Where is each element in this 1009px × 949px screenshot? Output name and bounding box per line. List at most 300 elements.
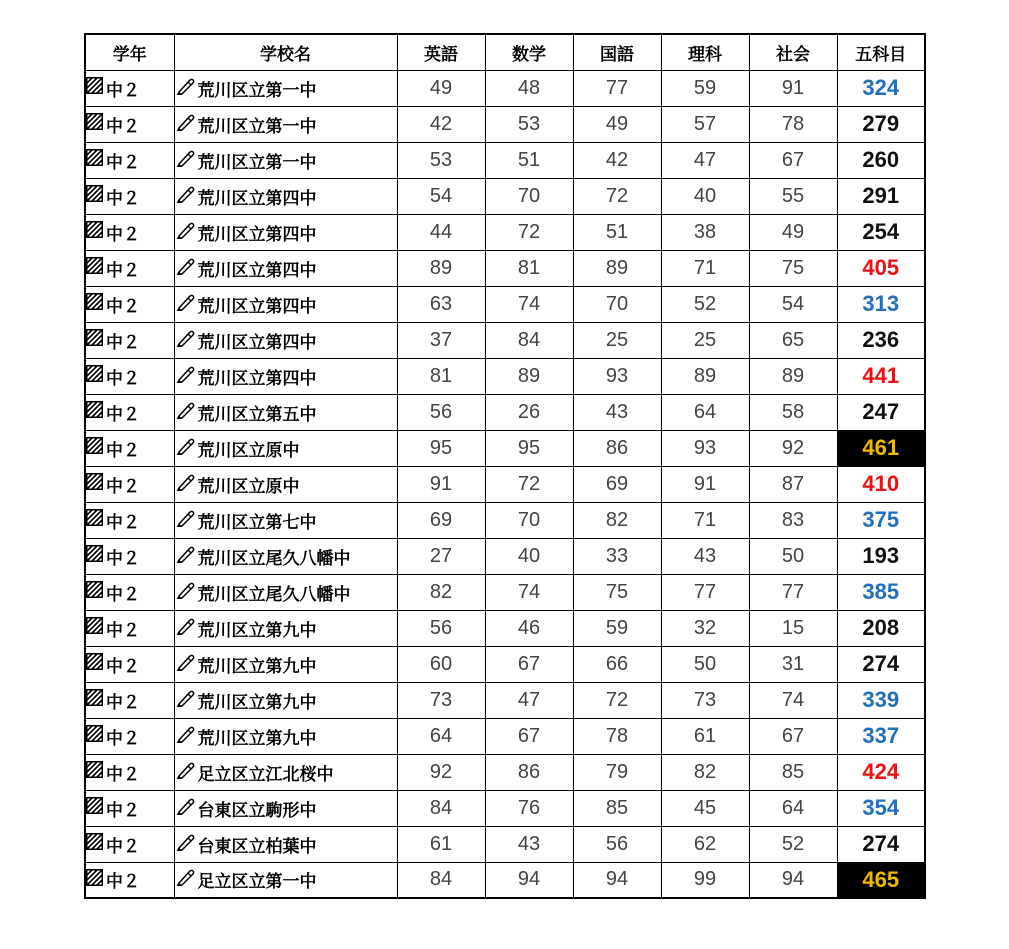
school-cell bbox=[174, 250, 397, 286]
score-social: 55 bbox=[749, 178, 837, 214]
total-score: 385 bbox=[837, 574, 925, 610]
hatched-square-icon bbox=[86, 581, 103, 603]
score-social: 67 bbox=[749, 142, 837, 178]
pen-icon bbox=[175, 509, 195, 532]
grade-cell bbox=[85, 862, 174, 898]
total-score: 260 bbox=[837, 142, 925, 178]
grade-label: 中２ bbox=[106, 692, 140, 713]
grade-cell bbox=[85, 574, 174, 610]
score-math: 81 bbox=[485, 250, 573, 286]
grade-label: 中２ bbox=[106, 368, 140, 389]
school-cell bbox=[174, 466, 397, 502]
grade-label: 中２ bbox=[106, 836, 140, 857]
score-japanese: 49 bbox=[573, 106, 661, 142]
school-name: 荒川区立第九中 bbox=[197, 620, 317, 641]
grade-label: 中２ bbox=[106, 152, 140, 173]
grade-label: 中２ bbox=[106, 476, 140, 497]
score-japanese: 77 bbox=[573, 70, 661, 106]
grade-label: 中２ bbox=[106, 404, 140, 425]
hatched-square-icon bbox=[86, 365, 103, 387]
school-name: 荒川区立第一中 bbox=[197, 116, 317, 137]
score-japanese: 79 bbox=[573, 754, 661, 790]
total-score: 339 bbox=[837, 682, 925, 718]
score-math: 51 bbox=[485, 142, 573, 178]
score-science: 43 bbox=[661, 538, 749, 574]
score-math: 89 bbox=[485, 358, 573, 394]
school-name: 荒川区立第四中 bbox=[197, 296, 317, 317]
score-social: 83 bbox=[749, 502, 837, 538]
pen-icon bbox=[175, 545, 195, 568]
score-japanese: 85 bbox=[573, 790, 661, 826]
hatched-square-icon bbox=[86, 869, 103, 891]
score-social: 78 bbox=[749, 106, 837, 142]
score-science: 40 bbox=[661, 178, 749, 214]
score-science: 82 bbox=[661, 754, 749, 790]
pen-icon bbox=[175, 653, 195, 676]
score-japanese: 56 bbox=[573, 826, 661, 862]
school-name: 足立区立江北桜中 bbox=[197, 764, 334, 785]
score-science: 91 bbox=[661, 466, 749, 502]
score-social: 74 bbox=[749, 682, 837, 718]
pen-icon bbox=[175, 113, 195, 136]
pen-icon bbox=[175, 365, 195, 388]
total-score: 193 bbox=[837, 538, 925, 574]
grade-label: 中２ bbox=[106, 260, 140, 281]
header-math: 数学 bbox=[485, 34, 573, 70]
score-english: 44 bbox=[397, 214, 485, 250]
school-name: 荒川区立第九中 bbox=[197, 656, 317, 677]
score-japanese: 59 bbox=[573, 610, 661, 646]
school-cell bbox=[174, 718, 397, 754]
hatched-square-icon bbox=[86, 617, 103, 639]
score-social: 77 bbox=[749, 574, 837, 610]
score-english: 84 bbox=[397, 862, 485, 898]
table-row bbox=[85, 286, 925, 322]
pen-icon bbox=[175, 221, 195, 244]
score-social: 65 bbox=[749, 322, 837, 358]
grade-cell bbox=[85, 322, 174, 358]
school-cell bbox=[174, 754, 397, 790]
school-name: 荒川区立第九中 bbox=[197, 728, 317, 749]
hatched-square-icon bbox=[86, 689, 103, 711]
score-english: 61 bbox=[397, 826, 485, 862]
school-cell bbox=[174, 574, 397, 610]
school-cell bbox=[174, 106, 397, 142]
table-row bbox=[85, 214, 925, 250]
score-english: 56 bbox=[397, 394, 485, 430]
pen-icon bbox=[175, 617, 195, 640]
school-name: 荒川区立尾久八幡中 bbox=[197, 584, 351, 605]
score-science: 32 bbox=[661, 610, 749, 646]
grade-cell bbox=[85, 538, 174, 574]
total-score: 461 bbox=[837, 430, 925, 466]
school-cell bbox=[174, 862, 397, 898]
table-row bbox=[85, 646, 925, 682]
score-math: 67 bbox=[485, 718, 573, 754]
score-english: 81 bbox=[397, 358, 485, 394]
score-japanese: 33 bbox=[573, 538, 661, 574]
school-name: 荒川区立原中 bbox=[197, 440, 300, 461]
total-score: 274 bbox=[837, 826, 925, 862]
score-science: 99 bbox=[661, 862, 749, 898]
table-row bbox=[85, 862, 925, 898]
score-science: 93 bbox=[661, 430, 749, 466]
total-score: 279 bbox=[837, 106, 925, 142]
total-score: 354 bbox=[837, 790, 925, 826]
total-score: 291 bbox=[837, 178, 925, 214]
grade-cell bbox=[85, 718, 174, 754]
total-score: 441 bbox=[837, 358, 925, 394]
school-cell bbox=[174, 430, 397, 466]
table-row bbox=[85, 502, 925, 538]
header-total: 五科目 bbox=[837, 34, 925, 70]
score-social: 54 bbox=[749, 286, 837, 322]
table-row bbox=[85, 394, 925, 430]
grade-cell bbox=[85, 286, 174, 322]
school-cell bbox=[174, 826, 397, 862]
score-english: 63 bbox=[397, 286, 485, 322]
school-name: 荒川区立第四中 bbox=[197, 224, 317, 245]
school-cell bbox=[174, 790, 397, 826]
score-english: 53 bbox=[397, 142, 485, 178]
grade-cell bbox=[85, 610, 174, 646]
pen-icon bbox=[175, 725, 195, 748]
table-row bbox=[85, 358, 925, 394]
school-name: 荒川区立第一中 bbox=[197, 80, 317, 101]
score-social: 94 bbox=[749, 862, 837, 898]
score-social: 85 bbox=[749, 754, 837, 790]
header-japanese: 国語 bbox=[573, 34, 661, 70]
score-science: 57 bbox=[661, 106, 749, 142]
score-english: 73 bbox=[397, 682, 485, 718]
score-science: 61 bbox=[661, 718, 749, 754]
grade-cell bbox=[85, 430, 174, 466]
table-row bbox=[85, 610, 925, 646]
total-score: 405 bbox=[837, 250, 925, 286]
score-science: 25 bbox=[661, 322, 749, 358]
grade-cell bbox=[85, 106, 174, 142]
header-school: 学校名 bbox=[174, 34, 397, 70]
score-english: 42 bbox=[397, 106, 485, 142]
grade-cell bbox=[85, 682, 174, 718]
header-grade: 学年 bbox=[85, 34, 174, 70]
school-cell bbox=[174, 682, 397, 718]
hatched-square-icon bbox=[86, 113, 103, 135]
pen-icon bbox=[175, 257, 195, 280]
school-cell bbox=[174, 142, 397, 178]
hatched-square-icon bbox=[86, 833, 103, 855]
pen-icon bbox=[175, 329, 195, 352]
table-row bbox=[85, 574, 925, 610]
score-social: 87 bbox=[749, 466, 837, 502]
score-japanese: 86 bbox=[573, 430, 661, 466]
grade-cell bbox=[85, 250, 174, 286]
hatched-square-icon bbox=[86, 329, 103, 351]
total-score: 254 bbox=[837, 214, 925, 250]
school-cell bbox=[174, 286, 397, 322]
score-japanese: 51 bbox=[573, 214, 661, 250]
pen-icon bbox=[175, 293, 195, 316]
score-japanese: 69 bbox=[573, 466, 661, 502]
score-table bbox=[84, 33, 926, 899]
score-english: 69 bbox=[397, 502, 485, 538]
score-japanese: 43 bbox=[573, 394, 661, 430]
table-row bbox=[85, 826, 925, 862]
score-math: 70 bbox=[485, 502, 573, 538]
hatched-square-icon bbox=[86, 437, 103, 459]
school-cell bbox=[174, 502, 397, 538]
pen-icon bbox=[175, 473, 195, 496]
school-cell bbox=[174, 646, 397, 682]
school-name: 足立区立第一中 bbox=[197, 872, 317, 893]
grade-cell bbox=[85, 358, 174, 394]
score-math: 74 bbox=[485, 286, 573, 322]
school-name: 荒川区立第一中 bbox=[197, 152, 317, 173]
score-math: 40 bbox=[485, 538, 573, 574]
score-math: 47 bbox=[485, 682, 573, 718]
grade-cell bbox=[85, 142, 174, 178]
score-english: 54 bbox=[397, 178, 485, 214]
school-cell bbox=[174, 610, 397, 646]
score-science: 64 bbox=[661, 394, 749, 430]
table-row bbox=[85, 70, 925, 106]
score-math: 48 bbox=[485, 70, 573, 106]
grade-label: 中２ bbox=[106, 224, 140, 245]
school-name: 荒川区立第九中 bbox=[197, 692, 317, 713]
table-row bbox=[85, 538, 925, 574]
header-science: 理科 bbox=[661, 34, 749, 70]
grade-cell bbox=[85, 790, 174, 826]
header-social: 社会 bbox=[749, 34, 837, 70]
grade-cell bbox=[85, 826, 174, 862]
pen-icon bbox=[175, 797, 195, 820]
total-score: 313 bbox=[837, 286, 925, 322]
header-english: 英語 bbox=[397, 34, 485, 70]
score-math: 72 bbox=[485, 214, 573, 250]
hatched-square-icon bbox=[86, 509, 103, 531]
score-math: 94 bbox=[485, 862, 573, 898]
score-math: 46 bbox=[485, 610, 573, 646]
score-japanese: 70 bbox=[573, 286, 661, 322]
grade-label: 中２ bbox=[106, 800, 140, 821]
total-score: 208 bbox=[837, 610, 925, 646]
score-science: 52 bbox=[661, 286, 749, 322]
score-english: 91 bbox=[397, 466, 485, 502]
school-name: 荒川区立第五中 bbox=[197, 404, 317, 425]
score-math: 95 bbox=[485, 430, 573, 466]
grade-label: 中２ bbox=[106, 188, 140, 209]
pen-icon bbox=[175, 149, 195, 172]
grade-label: 中２ bbox=[106, 872, 140, 893]
score-japanese: 82 bbox=[573, 502, 661, 538]
table-row bbox=[85, 178, 925, 214]
hatched-square-icon bbox=[86, 221, 103, 243]
hatched-square-icon bbox=[86, 761, 103, 783]
score-science: 77 bbox=[661, 574, 749, 610]
total-score: 465 bbox=[837, 862, 925, 898]
score-social: 50 bbox=[749, 538, 837, 574]
score-math: 67 bbox=[485, 646, 573, 682]
school-name: 台東区立駒形中 bbox=[197, 800, 317, 821]
grade-label: 中２ bbox=[106, 512, 140, 533]
hatched-square-icon bbox=[86, 473, 103, 495]
school-cell bbox=[174, 214, 397, 250]
score-math: 53 bbox=[485, 106, 573, 142]
school-cell bbox=[174, 538, 397, 574]
grade-label: 中２ bbox=[106, 764, 140, 785]
table-row bbox=[85, 106, 925, 142]
pen-icon bbox=[175, 401, 195, 424]
header-row bbox=[85, 34, 925, 70]
score-science: 62 bbox=[661, 826, 749, 862]
score-japanese: 94 bbox=[573, 862, 661, 898]
grade-label: 中２ bbox=[106, 80, 140, 101]
total-score: 410 bbox=[837, 466, 925, 502]
grade-cell bbox=[85, 466, 174, 502]
table-row bbox=[85, 322, 925, 358]
grade-label: 中２ bbox=[106, 548, 140, 569]
total-score: 236 bbox=[837, 322, 925, 358]
score-japanese: 66 bbox=[573, 646, 661, 682]
score-science: 45 bbox=[661, 790, 749, 826]
score-math: 74 bbox=[485, 574, 573, 610]
hatched-square-icon bbox=[86, 401, 103, 423]
school-name: 荒川区立第七中 bbox=[197, 512, 317, 533]
table-row bbox=[85, 754, 925, 790]
total-score: 375 bbox=[837, 502, 925, 538]
score-math: 84 bbox=[485, 322, 573, 358]
score-science: 47 bbox=[661, 142, 749, 178]
score-japanese: 42 bbox=[573, 142, 661, 178]
grade-label: 中２ bbox=[106, 620, 140, 641]
school-name: 荒川区立第四中 bbox=[197, 260, 317, 281]
table-row bbox=[85, 790, 925, 826]
score-science: 38 bbox=[661, 214, 749, 250]
score-english: 56 bbox=[397, 610, 485, 646]
grade-label: 中２ bbox=[106, 584, 140, 605]
pen-icon bbox=[175, 185, 195, 208]
total-score: 337 bbox=[837, 718, 925, 754]
score-japanese: 89 bbox=[573, 250, 661, 286]
school-cell bbox=[174, 394, 397, 430]
score-english: 60 bbox=[397, 646, 485, 682]
score-japanese: 93 bbox=[573, 358, 661, 394]
table-row bbox=[85, 142, 925, 178]
score-social: 15 bbox=[749, 610, 837, 646]
score-japanese: 72 bbox=[573, 178, 661, 214]
pen-icon bbox=[175, 581, 195, 604]
pen-icon bbox=[175, 761, 195, 784]
hatched-square-icon bbox=[86, 77, 103, 99]
pen-icon bbox=[175, 868, 195, 891]
score-social: 31 bbox=[749, 646, 837, 682]
score-english: 95 bbox=[397, 430, 485, 466]
score-science: 50 bbox=[661, 646, 749, 682]
table-row bbox=[85, 682, 925, 718]
total-score: 324 bbox=[837, 70, 925, 106]
school-name: 荒川区立第四中 bbox=[197, 368, 317, 389]
score-science: 71 bbox=[661, 250, 749, 286]
grade-label: 中２ bbox=[106, 656, 140, 677]
hatched-square-icon bbox=[86, 149, 103, 171]
grade-cell bbox=[85, 502, 174, 538]
school-cell bbox=[174, 178, 397, 214]
grade-label: 中２ bbox=[106, 440, 140, 461]
score-english: 84 bbox=[397, 790, 485, 826]
score-science: 71 bbox=[661, 502, 749, 538]
school-cell bbox=[174, 358, 397, 394]
pen-icon bbox=[175, 77, 195, 100]
hatched-square-icon bbox=[86, 185, 103, 207]
score-math: 70 bbox=[485, 178, 573, 214]
score-english: 49 bbox=[397, 70, 485, 106]
score-social: 92 bbox=[749, 430, 837, 466]
table-row bbox=[85, 430, 925, 466]
score-japanese: 78 bbox=[573, 718, 661, 754]
score-math: 43 bbox=[485, 826, 573, 862]
total-score: 274 bbox=[837, 646, 925, 682]
school-name: 荒川区立第四中 bbox=[197, 188, 317, 209]
grade-cell bbox=[85, 70, 174, 106]
score-social: 67 bbox=[749, 718, 837, 754]
school-cell bbox=[174, 70, 397, 106]
pen-icon bbox=[175, 833, 195, 856]
score-english: 64 bbox=[397, 718, 485, 754]
table-row bbox=[85, 250, 925, 286]
score-english: 27 bbox=[397, 538, 485, 574]
hatched-square-icon bbox=[86, 653, 103, 675]
hatched-square-icon bbox=[86, 293, 103, 315]
grade-cell bbox=[85, 394, 174, 430]
hatched-square-icon bbox=[86, 797, 103, 819]
score-social: 89 bbox=[749, 358, 837, 394]
school-name: 荒川区立尾久八幡中 bbox=[197, 548, 351, 569]
grade-cell bbox=[85, 754, 174, 790]
score-social: 91 bbox=[749, 70, 837, 106]
school-name: 台東区立柏葉中 bbox=[197, 836, 317, 857]
total-score: 424 bbox=[837, 754, 925, 790]
score-english: 89 bbox=[397, 250, 485, 286]
score-social: 64 bbox=[749, 790, 837, 826]
hatched-square-icon bbox=[86, 545, 103, 567]
school-cell bbox=[174, 322, 397, 358]
pen-icon bbox=[175, 437, 195, 460]
score-math: 72 bbox=[485, 466, 573, 502]
grade-cell bbox=[85, 646, 174, 682]
score-english: 82 bbox=[397, 574, 485, 610]
score-english: 37 bbox=[397, 322, 485, 358]
total-score: 247 bbox=[837, 394, 925, 430]
grade-cell bbox=[85, 214, 174, 250]
hatched-square-icon bbox=[86, 257, 103, 279]
grade-label: 中２ bbox=[106, 296, 140, 317]
hatched-square-icon bbox=[86, 725, 103, 747]
score-japanese: 75 bbox=[573, 574, 661, 610]
table-row bbox=[85, 718, 925, 754]
school-name: 荒川区立第四中 bbox=[197, 332, 317, 353]
score-social: 75 bbox=[749, 250, 837, 286]
table-row bbox=[85, 466, 925, 502]
grade-label: 中２ bbox=[106, 332, 140, 353]
score-math: 86 bbox=[485, 754, 573, 790]
score-science: 89 bbox=[661, 358, 749, 394]
score-science: 59 bbox=[661, 70, 749, 106]
score-social: 49 bbox=[749, 214, 837, 250]
score-social: 58 bbox=[749, 394, 837, 430]
grade-label: 中２ bbox=[106, 728, 140, 749]
score-japanese: 25 bbox=[573, 322, 661, 358]
score-science: 73 bbox=[661, 682, 749, 718]
